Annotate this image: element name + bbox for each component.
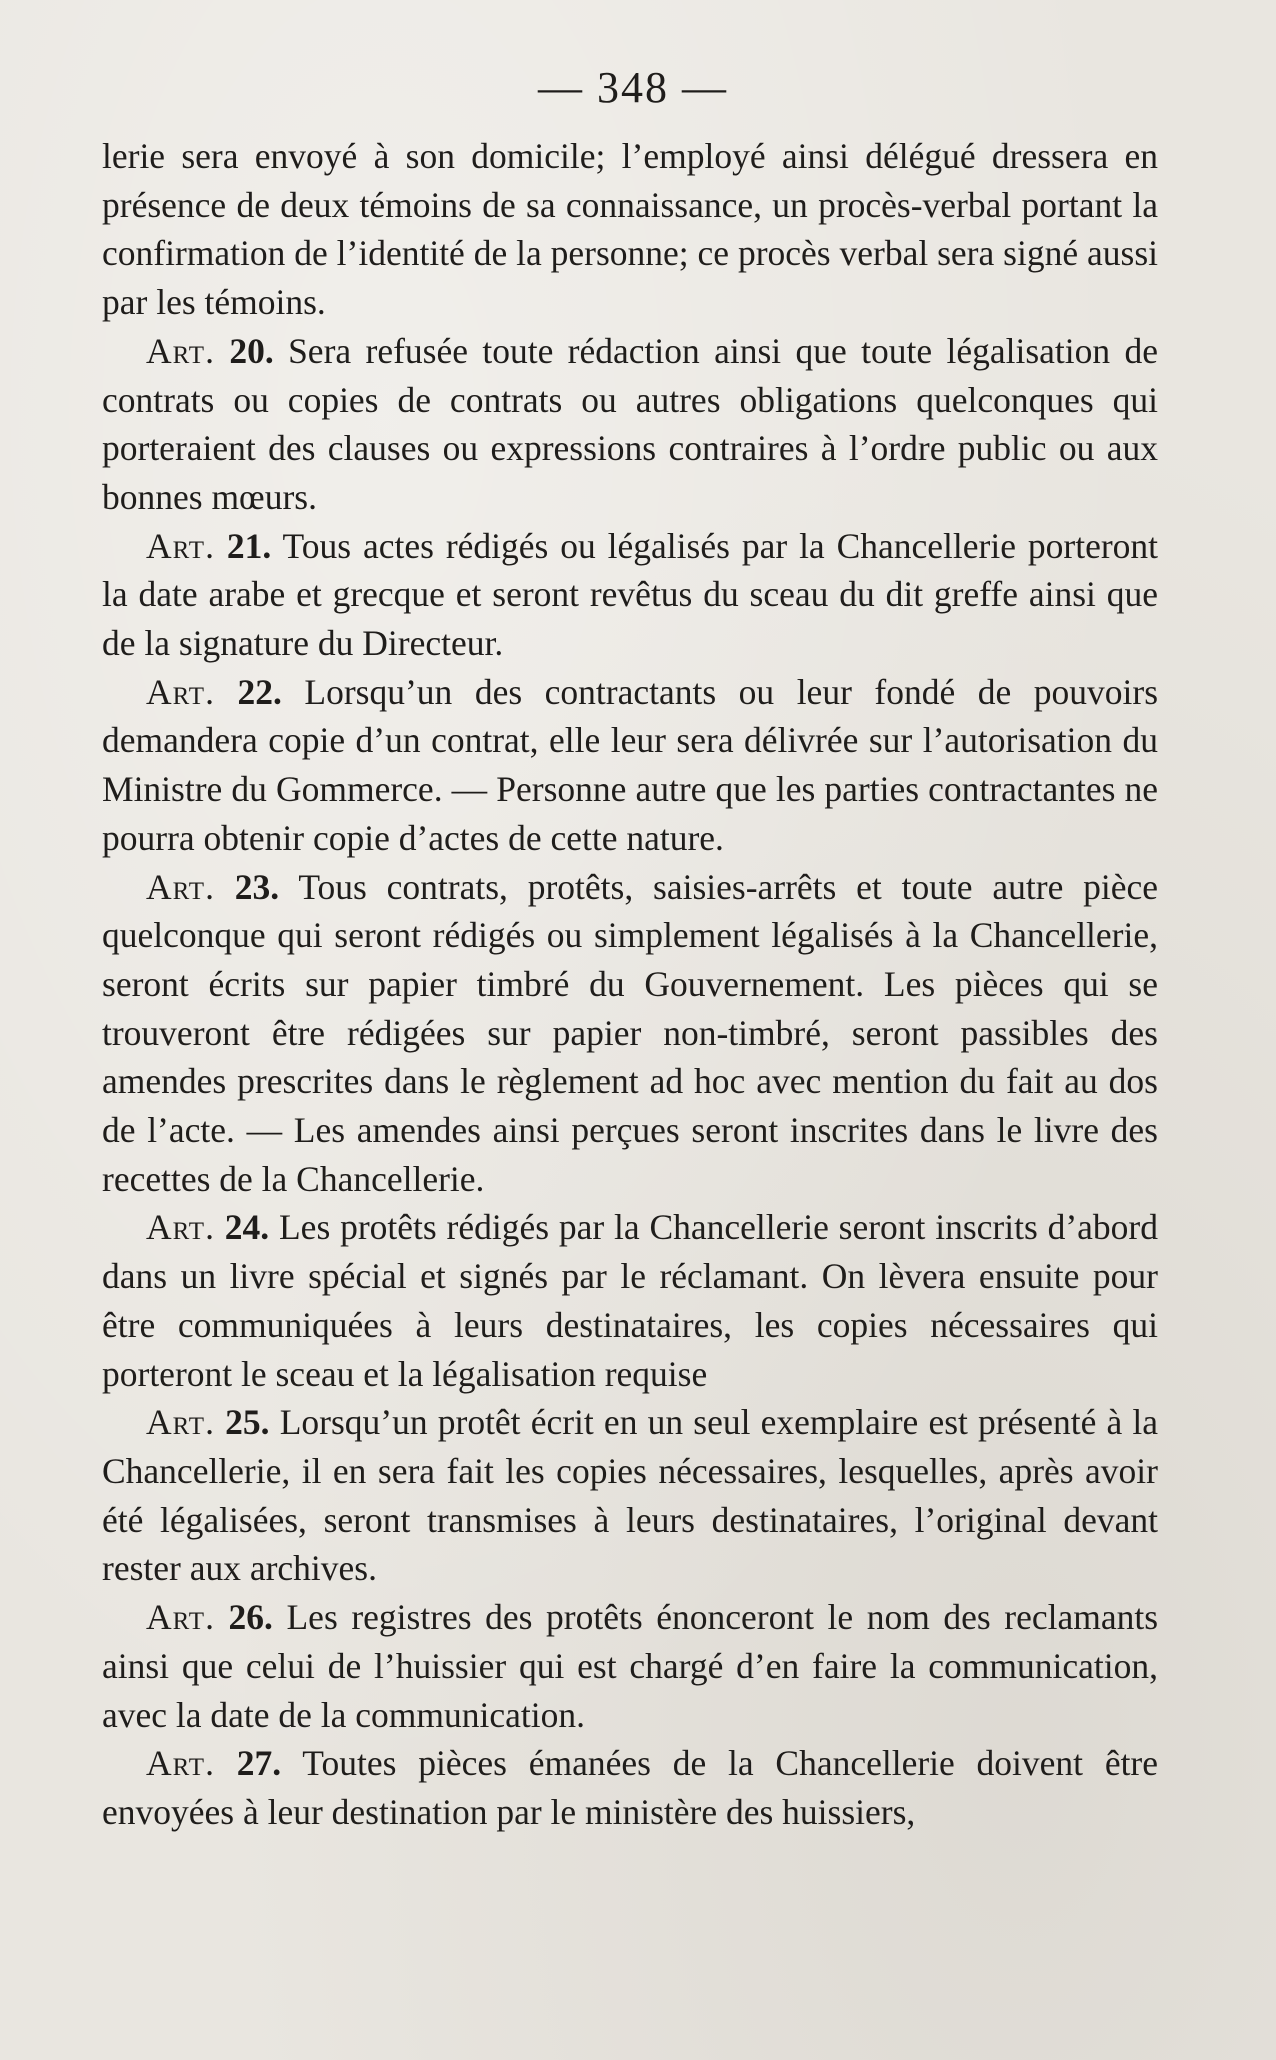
article-text: Sera refusée toute rédaction ainsi que toute légalisation de contrats ou copies de contrats ou autres obligations quelconques qui porteraient des clauses ou expressions contraires à l’ordre public ou aux bonnes mœurs.: [102, 330, 1158, 517]
article-21: [102, 522, 1158, 668]
article-label: Art.: [146, 525, 215, 566]
article-24: [102, 1203, 1158, 1398]
article-25: [102, 1398, 1158, 1593]
article-label: Art.: [146, 1402, 215, 1443]
paragraph-text: lerie sera envoyé à son domicile; l’employé ainsi délégué dressera en présence de deux témoins de sa connaissance, un procès-verbal portant la confirmation de l’identité de la personne; ce procès verbal sera signé aussi par les témoins.: [102, 136, 1158, 323]
article-23: [102, 863, 1158, 1204]
article-label: Art.: [146, 671, 215, 712]
article-text: Tous contrats, protêts, saisies-arrêts et toute autre pièce quelconque qui seront rédigés ou simplement légalisés à la Chancellerie, seront écrits sur papier timbré du Gouvernement. Les pièces qui se trouveront être rédigées sur papier non-timbré, seront passibles des amendes prescrites dans le règlement ad hoc avec mention du fait au dos de l’acte. — Les amendes ainsi perçues seront inscrites dans le livre des recettes de la Chancellerie.: [102, 866, 1159, 1199]
article-number: 27.: [236, 1743, 282, 1784]
article-text: Les registres des protêts énonceront le nom des reclamants ainsi que celui de l’huissier qui est chargé d’en faire la communication, avec la date de la communication.: [102, 1597, 1159, 1735]
article-label: Art.: [146, 1207, 215, 1248]
article-label: Art.: [146, 866, 215, 907]
article-number: 22.: [237, 671, 282, 712]
article-number: 23.: [234, 866, 280, 907]
article-label: Art.: [146, 1597, 215, 1638]
article-number: 21.: [226, 525, 272, 566]
article-label: Art.: [146, 1743, 215, 1784]
article-text: Les protêts rédigés par la Chancellerie seront inscrits d’abord dans un livre spécial et signés par le réclamant. On lèvera ensuite pour être communiquées à leurs destinataires, les copies nécessaires qui porteront le sceau et la légalisation requise: [102, 1207, 1159, 1394]
article-number: 20.: [229, 330, 274, 371]
article-label: Art.: [146, 330, 215, 371]
article-text: Lorsqu’un protêt écrit en un seul exemplaire est présenté à la Chancellerie, il en sera fait les copies nécessaires, lesquelles, après avoir été légalisées, seront transmises à leurs destinataires, l’original devant rester aux archives.: [102, 1402, 1159, 1589]
body-text: [102, 132, 1158, 1837]
article-number: 26.: [228, 1597, 273, 1638]
article-26: [102, 1593, 1158, 1739]
article-text: Tous actes rédigés ou légalisés par la Chancellerie porteront la date arabe et grecque et seront revêtus du sceau du dit greffe ainsi que de la signature du Directeur.: [102, 525, 1159, 664]
article-number: 25.: [225, 1402, 270, 1443]
article-22: [102, 668, 1158, 863]
article-number: 24.: [224, 1207, 270, 1248]
article-text: Lorsqu’un des contractants ou leur fondé de pouvoirs demandera copie d’un contrat, elle leur sera délivrée sur l’autorisation du Ministre du Gommerce. — Personne autre que les parties contractantes ne pourra obtenir copie d’actes de cette nature.: [102, 671, 1159, 858]
article-20: [102, 327, 1158, 522]
article-text: Toutes pièces émanées de la Chancellerie doivent être envoyées à leur destination par le ministère des huissiers,: [102, 1743, 1159, 1832]
paragraph-continuation: [102, 132, 1158, 327]
article-27: [102, 1739, 1158, 1836]
page-number: — 348 —: [538, 63, 728, 112]
